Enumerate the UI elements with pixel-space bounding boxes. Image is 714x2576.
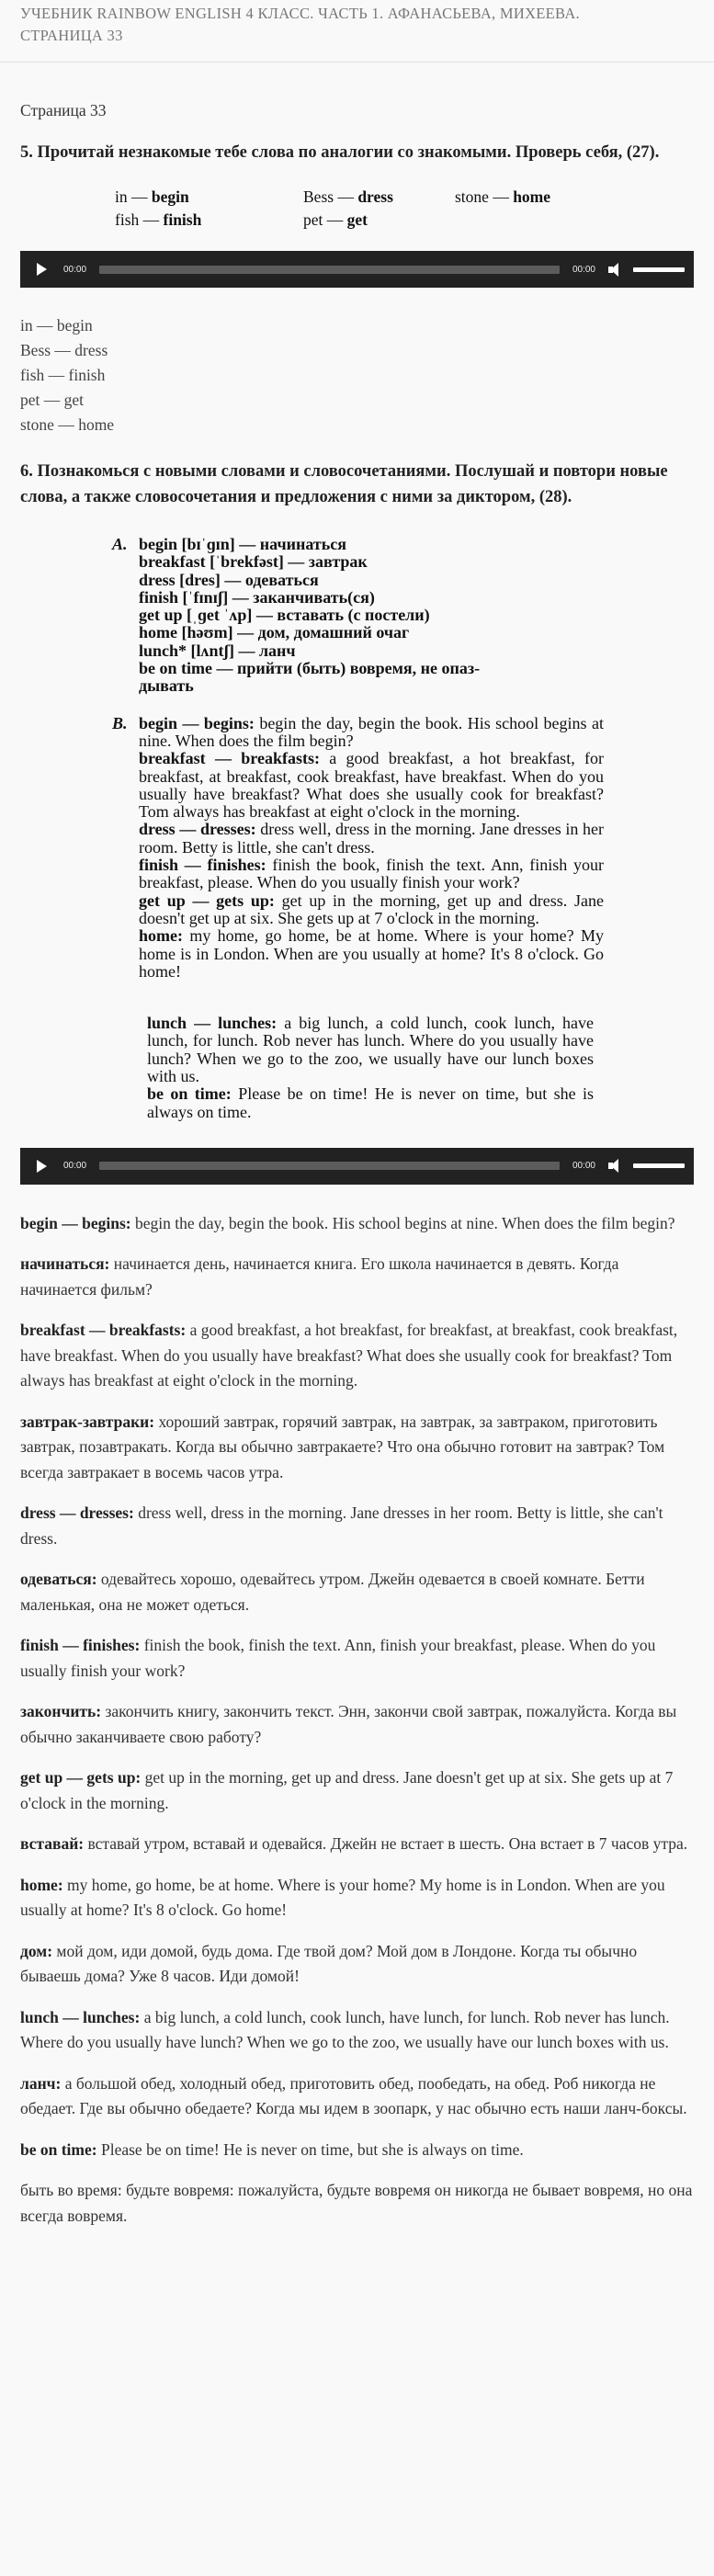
vocab-item: lunch* [lʌntʃ] — ланч — [139, 641, 296, 660]
audio-duration: 00:00 — [572, 1161, 595, 1172]
audio-duration: 00:00 — [572, 264, 595, 275]
audio-progress-bar[interactable] — [99, 1162, 560, 1170]
vocab-item: home [həʊm] — дом, домашний очаг — [139, 623, 410, 642]
volume-icon[interactable] — [608, 263, 624, 277]
vocab-item: begin [bɪˈɡɪn] — начинаться — [139, 535, 346, 553]
vocab-paragraph: get up — gets up: get up in the morning, get up and dress. Jane doesn't get up at six. She gets up at 7 o'clock in the morning. — [139, 891, 605, 927]
task5-heading: 5. Прочитай незнакомые тебе слова по аналогии со знакомыми. Проверь себя, (27). — [20, 143, 660, 162]
task6-heading: 6. Познакомься с новыми словами и словосочетаниями. Послушай и повтори новые слова, а также словосочетания и предложения с ними за диктором, (28). — [20, 462, 668, 506]
audio-current-time: 00:00 — [63, 1161, 87, 1172]
word-pair: Bess — dress — [303, 187, 393, 206]
vocab-paragraph: lunch — lunches: a big lunch, a cold lunch, cook lunch, have lunch, for lunch. Rob never has lunch. Where do you usually have lunch? When we go to the zoo, we usually have our lunch boxes with us. — [147, 1014, 594, 1086]
list-item: pet — get — [20, 391, 85, 409]
vocab-paragraph: begin — begins: begin the day, begin the book. His school begins at nine. When does the film begin? — [139, 713, 604, 750]
vocab-paragraph: home: my home, go home, be at home. Where is your home? My home is in London. When are you usually at home? It's 8 o'clock. Go home! — [139, 926, 604, 981]
section-letter: B. — [112, 713, 128, 732]
entry-paragraph: be on time: Please be on time! He is never on time, but she is always on time. — [20, 2139, 524, 2159]
vocab-item: finish [ˈfɪnɪʃ] — заканчивать(ся) — [139, 587, 375, 607]
vocab-item: breakfast [ˈbrekfəst] — завтрак — [139, 552, 368, 572]
vocab-paragraph: be on time: Please be on time! He is never on time, but she is always on time. — [147, 1084, 595, 1121]
volume-icon[interactable] — [608, 1159, 624, 1173]
entry-paragraph: breakfast — breakfasts: a good breakfast, a hot breakfast, for breakfast, at breakfast, cook breakfast, have breakfast. When do you usually have breakfast? What does she usually cook for breakfast? Tom always has breakfast at eight o'clock in the morning. — [20, 1321, 678, 1390]
audio-player-2 — [20, 1148, 694, 1185]
entry-paragraph: дом: мой дом, иди домой, будь дома. Где твой дом? Мой дом в Лондоне. Когда ты обычно бываешь дома? Уже 8 часов. Иди домой! — [20, 1941, 638, 1986]
word-pair: pet — get — [303, 210, 368, 229]
vocab-item: dress [dres] — одеваться — [139, 570, 319, 589]
vocab-item: дывать — [139, 676, 194, 696]
textbook-section-b-continued — [147, 1015, 594, 1121]
volume-slider[interactable] — [633, 1163, 685, 1168]
list-item: Bess — dress — [20, 341, 108, 359]
list-item: stone — home — [20, 415, 115, 434]
vocab-paragraph: breakfast — breakfasts: a good breakfast, a hot breakfast, for breakfast, at breakfast, cook breakfast, have breakfast. When do you usually have breakfast? What does she usually cook for breakfast? Tom always has breakfast at eight o'clock in the morning. — [139, 749, 604, 822]
list-item: fish — finish — [20, 366, 106, 384]
section-letter: A. — [112, 535, 128, 553]
entry-paragraph: быть во время: будьте вовремя: пожалуйста, будьте вовремя он никогда не бывает вовремя, но она всегда вовремя. — [20, 2181, 693, 2225]
vocab-paragraph: finish — finishes: finish the book, finish the text. Ann, finish your breakfast, please. When do you usually finish your work? — [139, 856, 604, 892]
entry-paragraph: закончить: закончить книгу, закончить текст. Энн, закончи свой завтрак, пожалуйста. Когда вы обычно заканчиваете свою работу? — [20, 1702, 677, 1746]
textbook-section-a — [112, 536, 604, 696]
list-item: in — begin — [20, 316, 93, 335]
vocab-item: be on time — прийти (быть) вовремя, не опаз- — [139, 659, 481, 678]
entry-paragraph: home: my home, go home, be at home. Where is your home? My home is in London. When are you usually at home? It's 8 o'clock. Go home! — [20, 1875, 665, 1920]
article-content — [0, 99, 714, 2229]
vocab-paragraph: dress — dresses: dress well, dress in the morning. Jane dresses in her room. Betty is little, she can't dress. — [139, 820, 604, 857]
entry-paragraph: finish — finishes: finish the book, finish the text. Ann, finish your breakfast, please. When do you usually finish your work? — [20, 1636, 656, 1680]
entry-paragraph: вставай: вставай утром, вставай и одевайся. Джейн не встает в шесть. Она встает в 7 часов утра. — [20, 1834, 688, 1854]
play-icon[interactable] — [37, 1160, 47, 1173]
entry-paragraph: одеваться: одевайтесь хорошо, одевайтесь утром. Джейн одевается в своей комнате. Бетти маленькая, она не может одеться. — [20, 1570, 645, 1614]
vocab-item: get up [ˌɡet ˈʌp] — вставать (с постели) — [139, 606, 430, 625]
entry-paragraph: begin — begins: begin the day, begin the book. His school begins at nine. When does the film begin? — [20, 1213, 675, 1232]
translation-entries — [20, 1211, 694, 2230]
task5-answer-list — [20, 313, 694, 437]
entry-paragraph: завтрак-завтраки: хороший завтрак, горячий завтрак, на завтрак, за завтраком, приготовить завтрак, позавтракать. Когда вы обычно завтракаете? Что она обычно готовит на завтрак? Том всегда завтракает в восемь часов утра. — [20, 1412, 665, 1481]
word-pair: fish — finish — [115, 210, 202, 229]
entry-paragraph: get up — gets up: get up in the morning, get up and dress. Jane doesn't get up at six. She gets up at 7 o'clock in the morning. — [20, 1768, 674, 1812]
entry-paragraph: ланч: а большой обед, холодный обед, приготовить обед, пообедать, на обед. Роб никогда не обедает. Где вы обычно обедаете? Когда мы идем в зоопарк, у нас обычно есть наши ланч-боксы. — [20, 2073, 687, 2118]
audio-current-time: 00:00 — [63, 264, 87, 275]
entry-paragraph: lunch — lunches: a big lunch, a cold lunch, cook lunch, have lunch, for lunch. Rob never has lunch. Where do you usually have lunch? When we go to the zoo, we usually have our lunch boxes with us. — [20, 2007, 670, 2052]
audio-progress-bar[interactable] — [99, 266, 560, 274]
header-title-line1: УЧЕБНИК RAINBOW ENGLISH 4 КЛАСС. ЧАСТЬ 1. АФАНАСЬЕВА, МИХЕЕВА. — [20, 5, 580, 22]
header-title-line2: СТРАНИЦА 33 — [20, 27, 123, 44]
play-icon[interactable] — [37, 263, 47, 276]
word-pair: in — begin — [115, 187, 189, 206]
volume-slider[interactable] — [633, 267, 685, 272]
page-label: Страница 33 — [20, 101, 107, 119]
entry-paragraph: начинаться: начинается день, начинается книга. Его школа начинается в девять. Когда начинается фильм? — [20, 1254, 619, 1299]
textbook-section-b — [112, 715, 604, 981]
page-header — [0, 0, 714, 62]
task5-word-pairs — [115, 186, 694, 232]
entry-paragraph: dress — dresses: dress well, dress in the morning. Jane dresses in her room. Betty is little, she can't dress. — [20, 1504, 663, 1548]
audio-player-1 — [20, 251, 694, 288]
word-pair: stone — home — [455, 187, 551, 206]
